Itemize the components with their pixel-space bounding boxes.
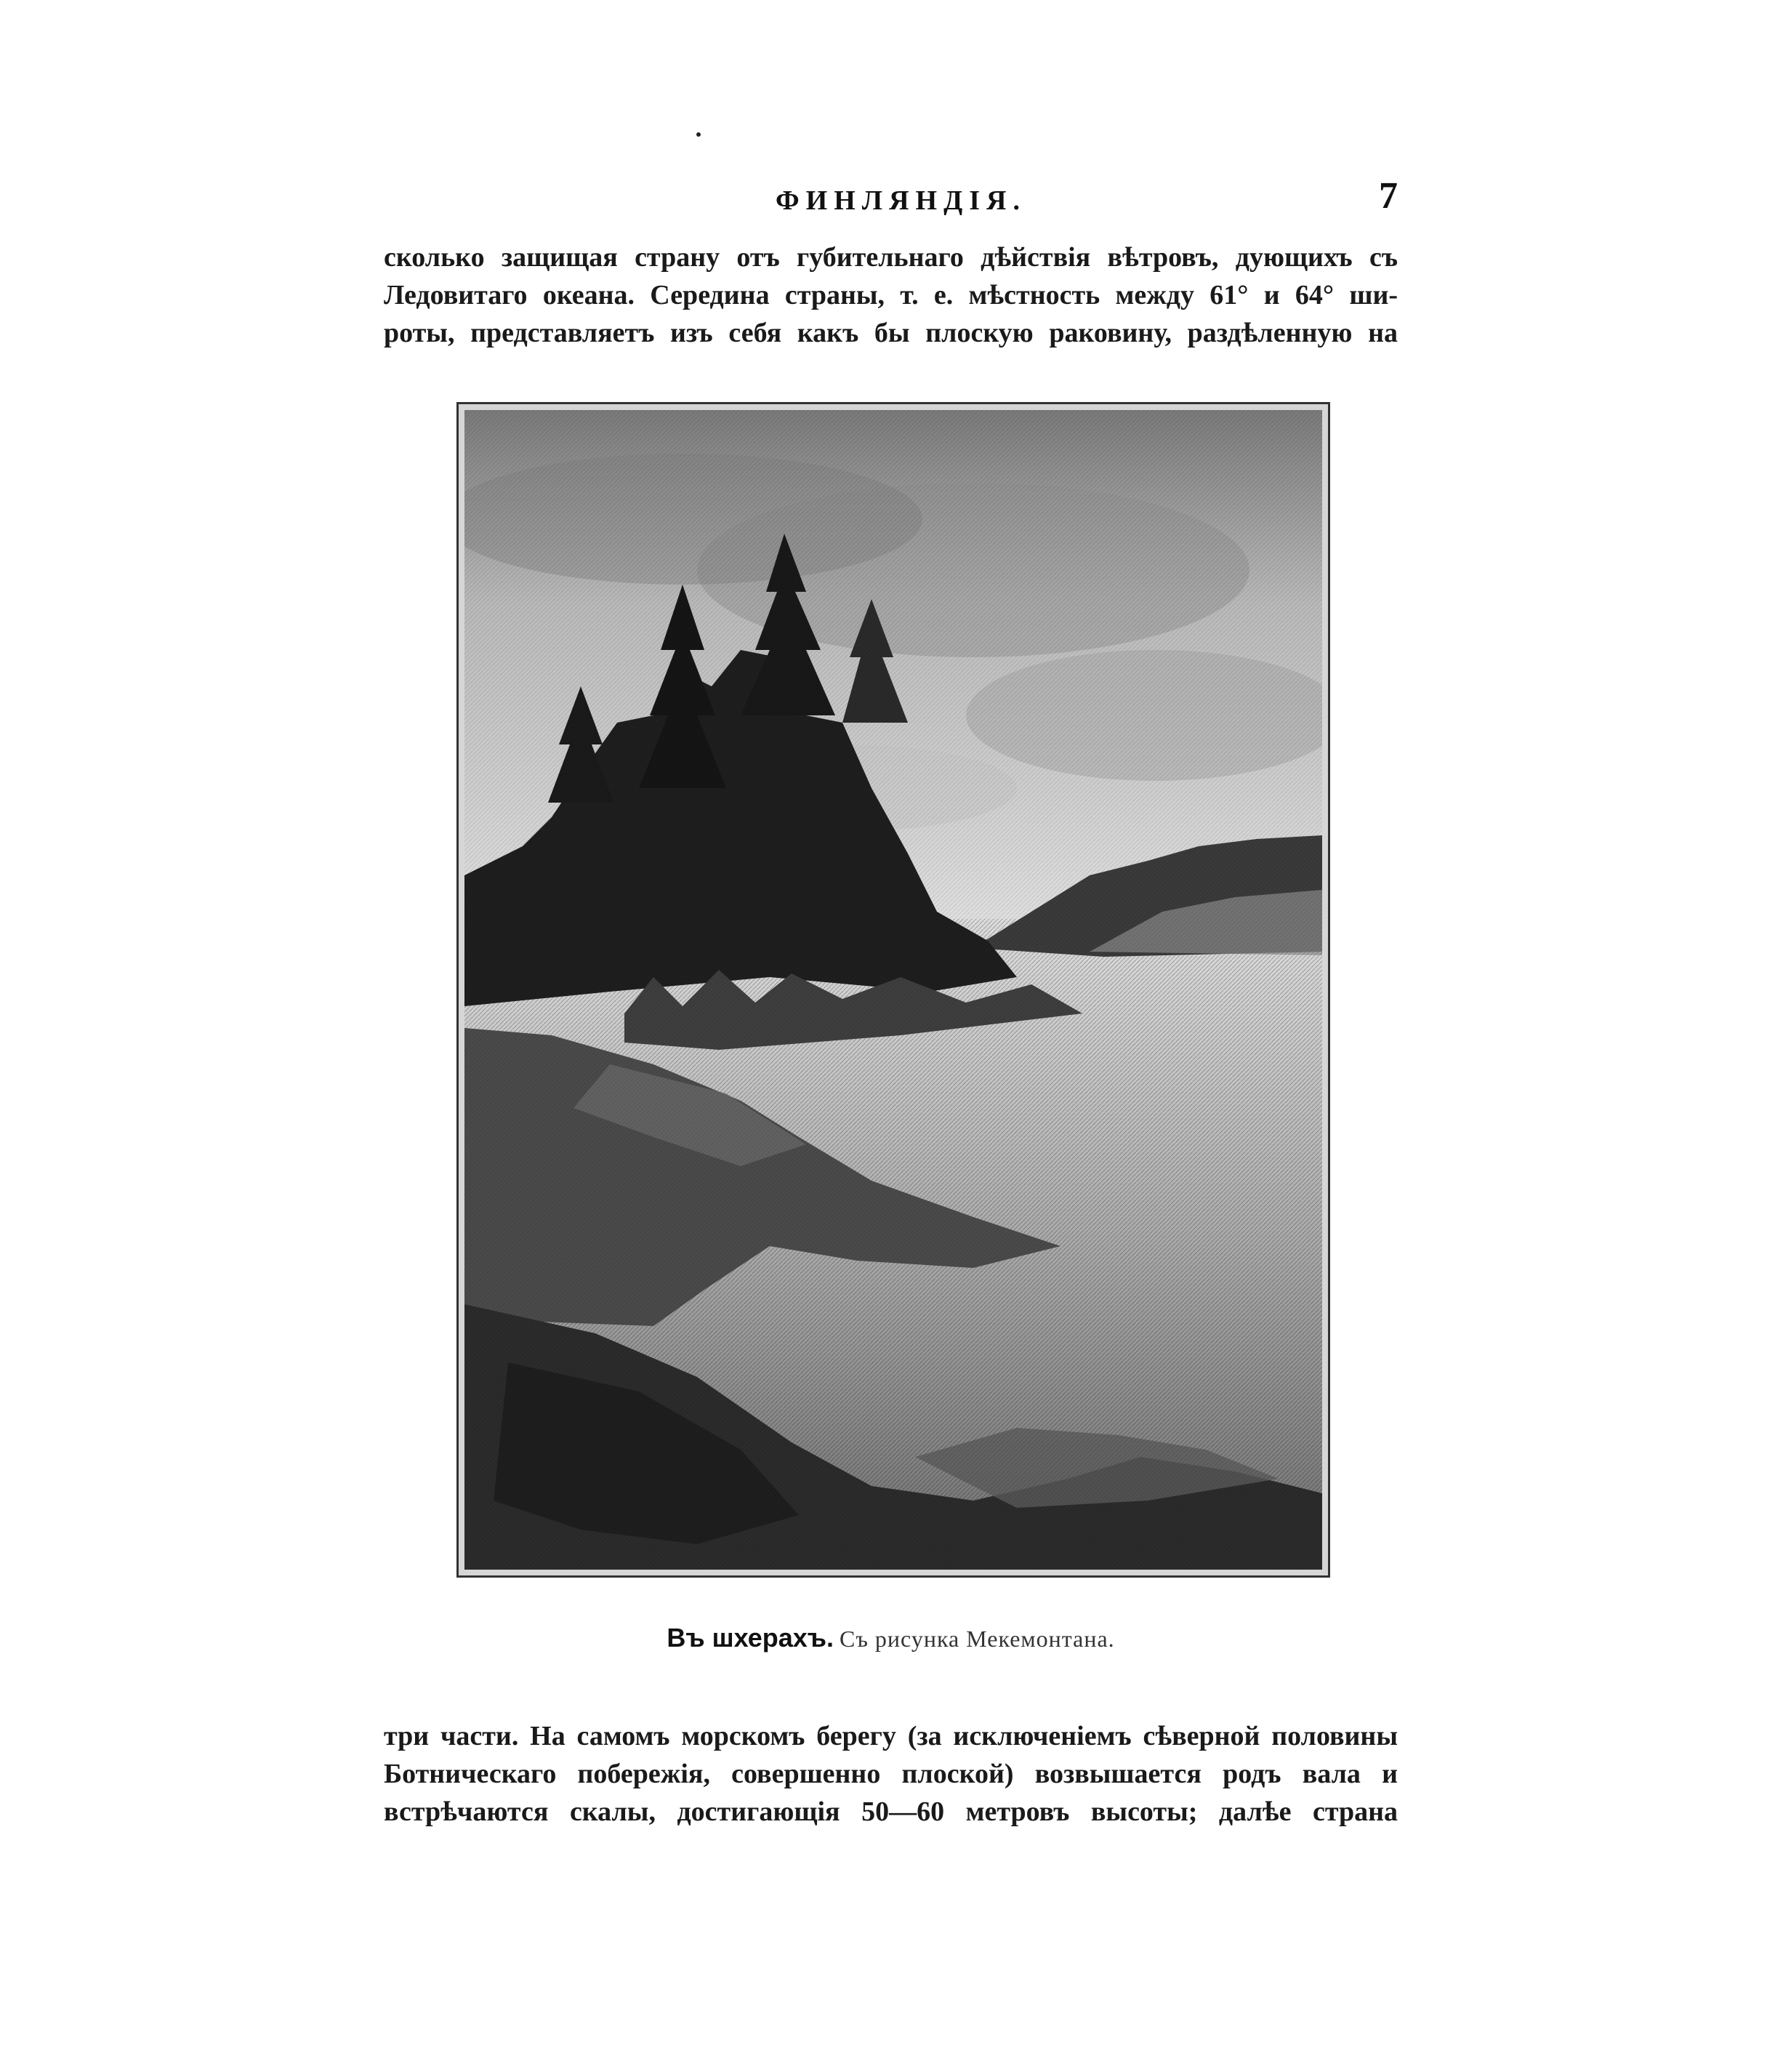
figure-caption — [384, 1623, 1398, 1653]
page-number: 7 — [1379, 175, 1398, 217]
caption-credit: Съ рисунка Мекемонтана. — [840, 1626, 1115, 1652]
text-line: три части. На самомъ морскомъ берегу (за исключеніемъ сѣверной половины — [384, 1721, 1398, 1751]
body-text-bottom — [384, 1717, 1398, 1831]
running-title: ФИНЛЯНДІЯ. — [776, 185, 1026, 216]
text-line: Ботническаго побережія, совершенно плоской) возвышается родъ вала и — [384, 1759, 1398, 1789]
illustration-frame — [456, 402, 1330, 1578]
text-line: роты, представляетъ изъ себя какъ бы плоскую раковину, раздѣленную на — [384, 318, 1398, 348]
running-head — [384, 174, 1398, 225]
ink-speck — [696, 132, 701, 137]
skerries-landscape-illustration — [464, 410, 1322, 1570]
body-text-top — [384, 238, 1398, 352]
text-line: сколько защищая страну отъ губительнаго дѣйствія вѣтровъ, дующихъ съ — [384, 242, 1398, 273]
text-line: встрѣчаются скалы, достигающія 50—60 метровъ высоты; далѣе страна — [384, 1796, 1398, 1827]
text-line: Ледовитаго океана. Середина страны, т. е. мѣстность между 61° и 64° ши- — [384, 280, 1398, 310]
caption-title: Въ шхерахъ. — [667, 1623, 834, 1653]
